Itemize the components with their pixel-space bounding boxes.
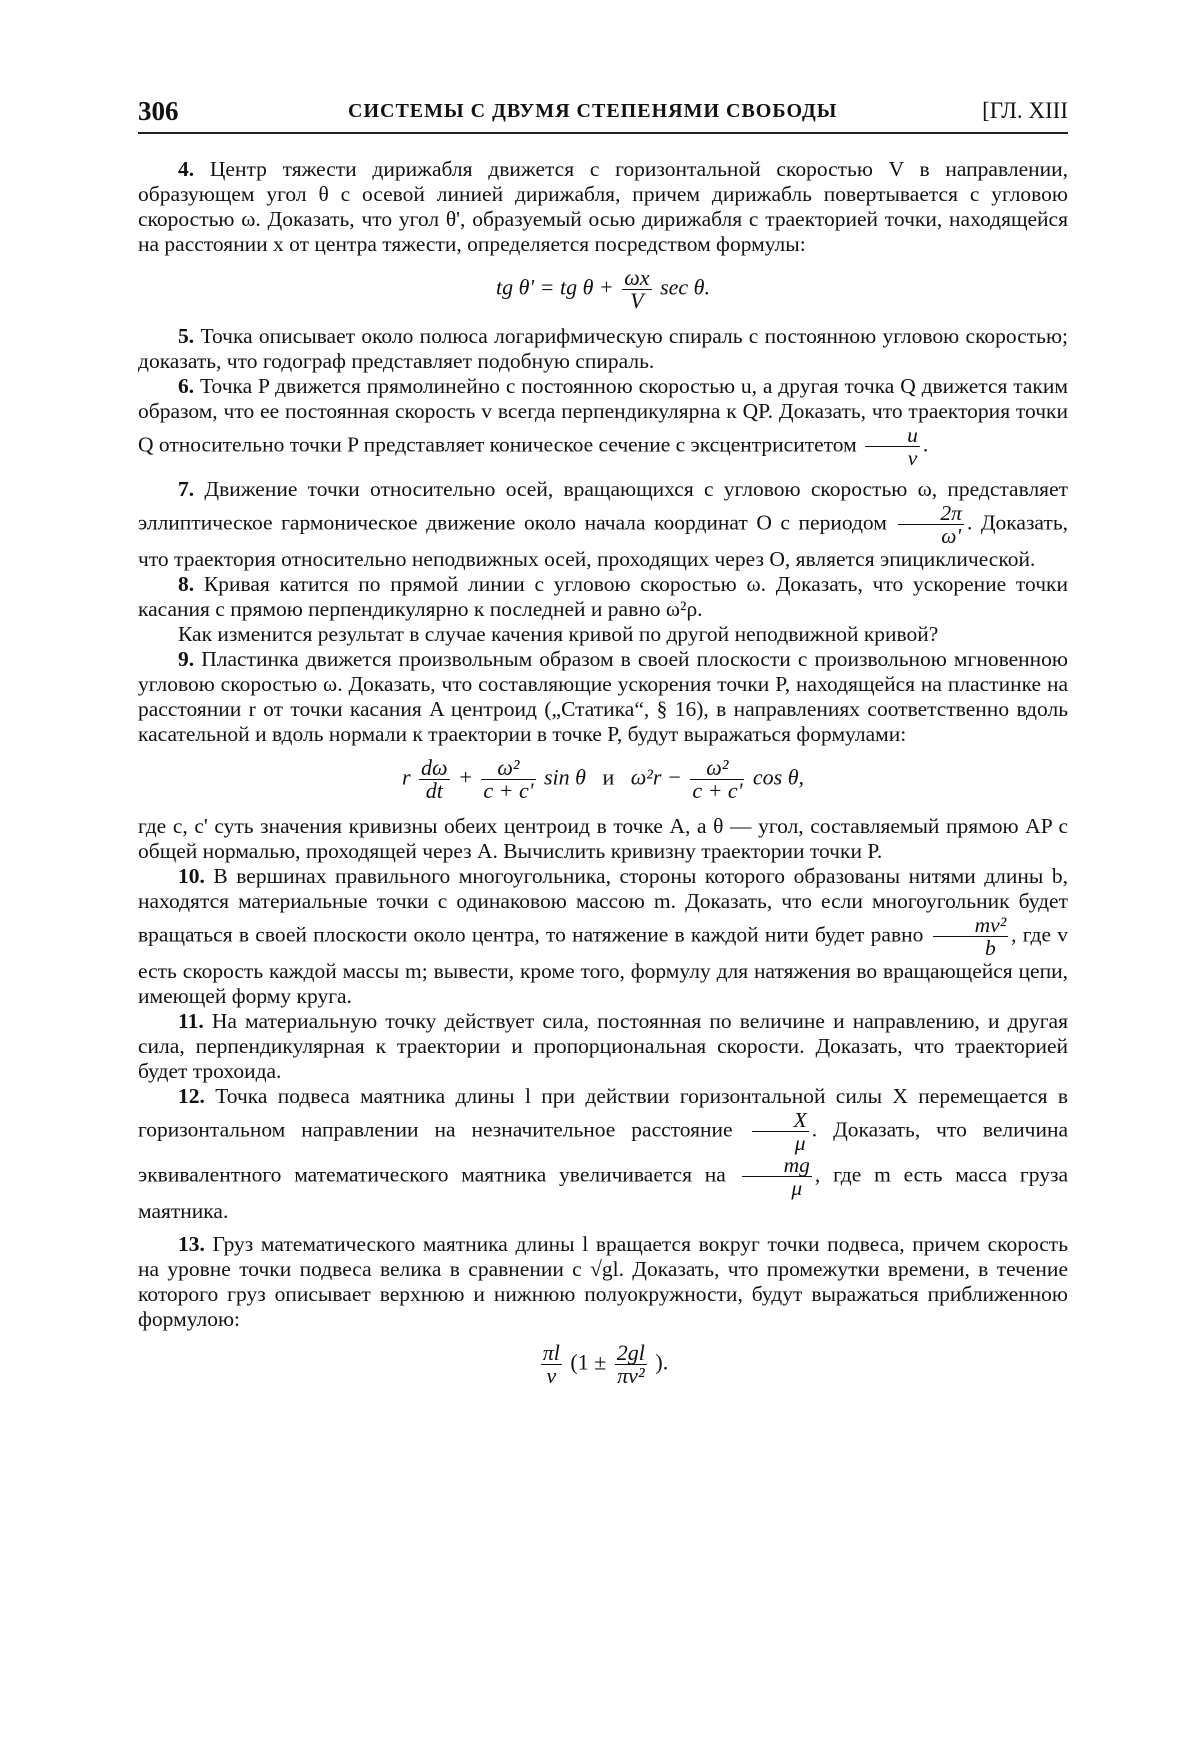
problem-text-end: , где m есть масса груза маятника. [138, 1162, 1068, 1223]
problem-number: 11. [178, 1009, 204, 1033]
problem-text-continued: , где v есть скорость каждой массы m; вывести, кроме того, формулу для натяжения во вращающейся цепи, имеющей форму круга. [138, 922, 1069, 1008]
fraction-denominator: c + c' [483, 778, 534, 803]
formula-part: cos θ, [752, 764, 805, 790]
problem-6 [138, 374, 1068, 469]
formula-part: (1 ± [570, 1349, 607, 1375]
fraction-denominator: V [622, 289, 651, 312]
problem-number: 6. [178, 374, 195, 398]
fraction-numerator: ωx [624, 265, 650, 290]
formula-part: sin θ [544, 764, 586, 790]
fraction [933, 914, 1009, 959]
formula-conjunction: и [602, 764, 615, 790]
problem-text: Груз математического маятника длины l вращается вокруг точки подвеса, причем скорость на уровне точки подвеса велика в сравнении с √gl. Доказать, что промежутки времени, в течение которого груз описывает верхнюю и нижнюю полуокружности, будут выражаться приближенною формулою: [138, 1232, 1068, 1331]
problem-number: 4. [178, 157, 195, 181]
fraction-numerator: dω [421, 755, 448, 780]
problem-13 [138, 1232, 1068, 1332]
problem-number: 10. [178, 864, 205, 888]
formula-part: sec θ. [660, 274, 710, 300]
problem-number: 7. [178, 477, 195, 501]
problem-11 [138, 1009, 1068, 1084]
fraction-denominator: πv² [615, 1364, 647, 1387]
problem-4 [138, 157, 1068, 257]
page-header [138, 96, 1068, 136]
fraction-numerator: πl [542, 1340, 560, 1365]
problem-number: 5. [178, 324, 195, 348]
problem-8 [138, 572, 1068, 622]
fraction-numerator: X [793, 1108, 807, 1132]
formula-part: ). [655, 1349, 669, 1375]
problem-text: Движение точки относительно осей, вращающихся с угловою скоростью ω, представляет эллиптическое гармоническое движение около начала координат O с периодом [138, 477, 1069, 535]
running-title: СИСТЕМЫ С ДВУМЯ СТЕПЕНЯМИ СВОБОДЫ [348, 100, 838, 122]
fraction-numerator: ω² [497, 755, 520, 780]
problem-number: 12. [178, 1084, 205, 1108]
fraction [752, 1109, 809, 1154]
problem-8-question: Как изменится результат в случае качения кривой по другой неподвижной кривой? [178, 622, 939, 646]
problem-9 [138, 647, 1068, 747]
formula-4 [138, 267, 1068, 312]
problem-10 [138, 864, 1068, 1009]
problem-number: 8. [178, 572, 195, 596]
problem-number: 13. [178, 1232, 205, 1256]
fraction [622, 267, 651, 312]
problem-12 [138, 1084, 1068, 1224]
page-number: 306 [138, 96, 179, 126]
fraction [541, 1342, 562, 1387]
fraction-denominator: μ [742, 1176, 812, 1199]
problem-7 [138, 477, 1068, 572]
fraction [690, 757, 744, 802]
fraction-denominator: v [541, 1364, 562, 1387]
fraction [742, 1154, 812, 1199]
spacer [138, 1224, 1068, 1232]
formula-13 [138, 1342, 1068, 1387]
page-body [138, 157, 1068, 1399]
formula-part: ω²r − [630, 764, 682, 790]
fraction [898, 502, 964, 547]
problem-text: Пластинка движется произвольным образом в своей плоскости с произвольною мгновенною угловою скоростью ω. Доказать, что составляющие ускорения точки P, находящейся на пластинке на расстоянии r от точки касания A центроид („Статика“, § 16), в направлениях соответственно вдоль касательной и вдоль нормали к траектории в точке P, будут выражаться формулами: [138, 647, 1068, 746]
spacer [138, 469, 1068, 477]
problem-text-continued: . Доказать, что величина эквивалентного математического маятника увеличивается на [138, 1117, 1069, 1187]
fraction-numerator: 2gl [616, 1340, 645, 1365]
problem-text: Кривая катится по прямой линии с угловою скоростью ω. Доказать, что ускорение точки касания с прямою перпендикулярно к последней и равно ω²ρ. [138, 572, 1069, 621]
formula-9 [138, 757, 1068, 802]
fraction-denominator: μ [752, 1131, 809, 1154]
fraction-numerator: u [907, 423, 918, 447]
fraction [615, 1342, 647, 1387]
problem-text-continued: . Доказать, что траектория относительно неподвижных осей, проходящих через O, является эпициклической. [138, 510, 1068, 571]
fraction [419, 757, 450, 802]
problem-text-end: . [922, 432, 929, 457]
fraction [865, 424, 920, 469]
problem-number: 9. [178, 647, 195, 671]
problem-5 [138, 324, 1068, 374]
formula-part: r [401, 764, 411, 790]
problem-9-continued: где c, c' суть значения кривизны обеих центроид в точке A, а θ — угол, составляемый прямою AP с общей нормалью, проходящей через A. Вычислить кривизну траектории точки P. [138, 814, 1068, 863]
problem-text: Центр тяжести дирижабля движется с горизонтальной скоростью V в направлении, образующем угол θ с осевой линией дирижабля, причем дирижабль повертывается с угловою скоростью ω. Доказать, что угол θ', образуемый осью дирижабля с траекторией точки, находящейся на расстоянии x от центра тяжести, определяется посредством формулы: [138, 157, 1069, 256]
problem-text: В вершинах правильного многоугольника, стороны которого образованы нитями длины b, находятся материальные точки с одинаковою массою m. Доказать, что если многоугольник будет вращаться в своей плоскости около центра, то натяжение в каждой нити будет равно [138, 864, 1068, 947]
formula-part: + [458, 764, 473, 790]
fraction-denominator: dt [419, 779, 450, 802]
fraction-denominator: c + c' [692, 778, 743, 803]
fraction [481, 757, 535, 802]
fraction-numerator: ω² [706, 755, 729, 780]
fraction-numerator: 2π [940, 501, 962, 525]
fraction-denominator: b [933, 936, 1009, 959]
problem-text: Точка описывает около полюса логарифмическую спираль с постоянною угловою скоростью; доказать, что годограф представляет подобную спираль. [138, 324, 1068, 373]
fraction-denominator: ω' [898, 524, 964, 547]
fraction-numerator: mv² [974, 913, 1007, 937]
formula-part: tg θ' = tg θ + [496, 274, 614, 300]
fraction-numerator: mg [783, 1153, 810, 1177]
problem-text: На материальную точку действует сила, постоянная по величине и направлению, и другая сила, перпендикулярная к траектории и пропорциональная скорости. Доказать, что траекторией будет трохоида. [138, 1009, 1068, 1083]
problem-text: Точка P движется прямолинейно с постоянною скоростью u, а другая точка Q движется таким образом, что ее постоянная скорость v всегда перпендикулярна к QP. Доказать, что траектория точки Q относительно точки P представляет коническое сечение с эксцентриситетом [138, 374, 1068, 457]
problem-text: Точка подвеса маятника длины l при действии горизонтальной силы X перемещается в горизонтальном направлении на незначительное расстояние [138, 1084, 1069, 1142]
header-rule [138, 132, 1068, 134]
chapter-label: [ГЛ. XIII [982, 98, 1068, 123]
fraction-denominator: v [865, 446, 920, 469]
